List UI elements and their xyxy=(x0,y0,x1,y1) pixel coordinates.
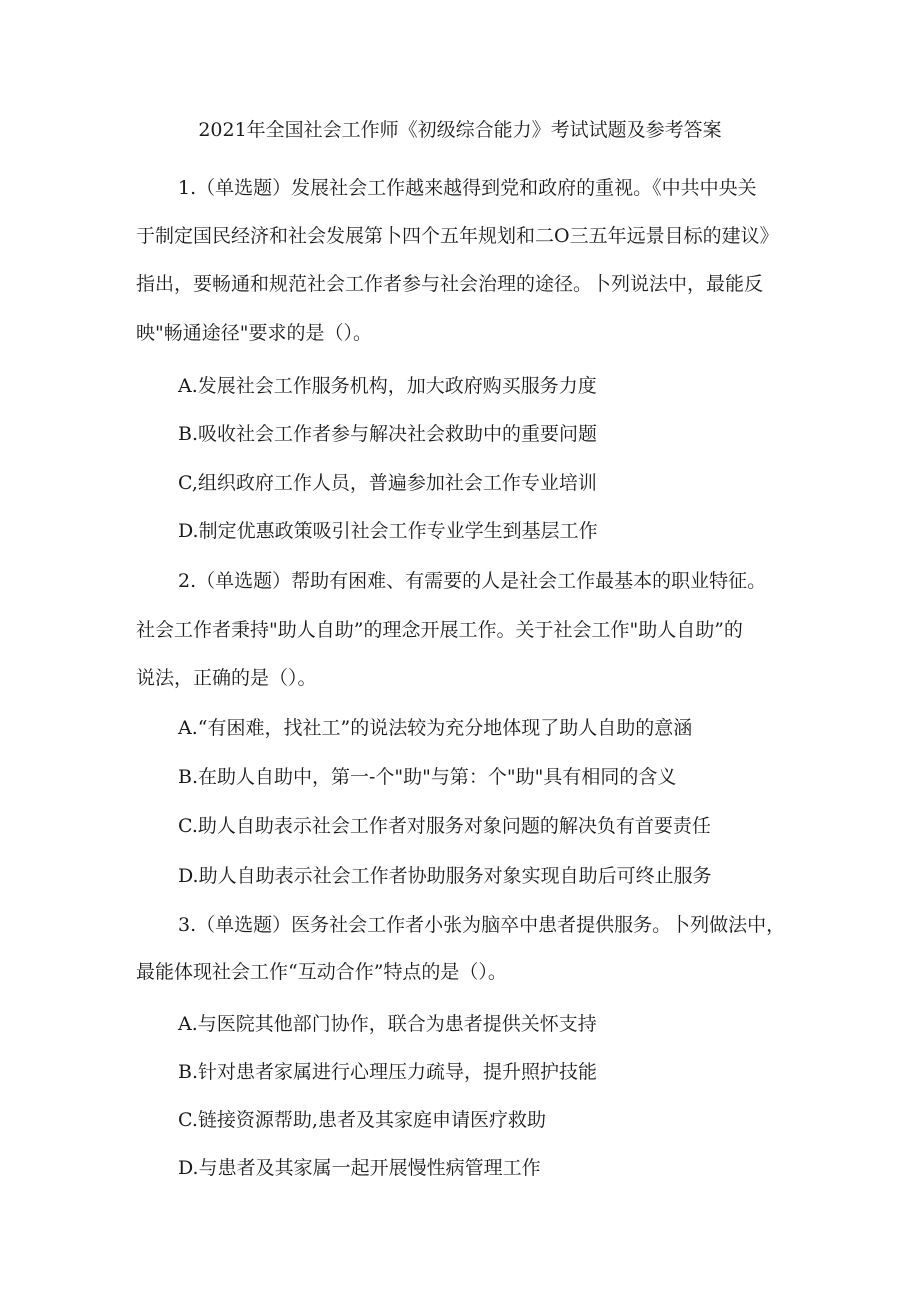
question-2-option-d: D.助人自助表示社会工作者协助服务对象实现自助后可终止服务 xyxy=(178,865,712,887)
question-2-line-2: 社会工作者秉持"助人自助”的理念开展工作。关于社会工作"助人自助”的 xyxy=(136,619,743,641)
question-1-line-2: 于制定国民经济和社会发展第卜四个五年规划和二O三五年远景目标的建议》 xyxy=(136,225,779,247)
question-1-option-b: B.吸收社会工作者参与解决社会救助中的重要问题 xyxy=(178,423,598,445)
question-3-option-c: C.链接资源帮助,患者及其家庭申请医疗救助 xyxy=(178,1109,546,1131)
question-1-option-a: A.发展社会工作服务机构，加大政府购买服务力度 xyxy=(178,375,597,397)
question-2-line-1: 2.（单选题）帮助有困难、有需要的人是社会工作最基本的职业特征。 xyxy=(178,570,767,592)
question-2-line-3: 说法，正确的是（）。 xyxy=(136,667,317,689)
document-title: 2021年全国社会工作师《初级综合能力》考试试题及参考答案 xyxy=(198,119,722,141)
question-2-option-b: B.在助人自助中，第一-个"助"与第：个"助"具有相同的含义 xyxy=(178,766,677,788)
question-2-option-c: C.助人自助表示社会工作者对服务对象问题的解决负有首要责任 xyxy=(178,815,711,837)
question-3-line-2: 最能体现社会工作“互动合作”特点的是（）。 xyxy=(136,961,507,983)
question-1-line-1: 1.（单选题）发展社会工作越来越得到党和政府的重视。《中共中央关 xyxy=(178,177,757,199)
question-2-option-a: A.“有困难，找社工”的说法较为充分地体现了助人自助的意涵 xyxy=(178,717,693,739)
question-1-line-3: 指出，要畅通和规范社会工作者参与社会治理的途径。卜列说法中，最能反 xyxy=(136,273,764,295)
question-1-option-d: D.制定优惠政策吸引社会工作专业学生到基层工作 xyxy=(178,520,598,542)
question-3-option-b: B.针对患者家属进行心理压力疏导，提升照护技能 xyxy=(178,1061,598,1083)
question-3-option-d: D.与患者及其家属一起开展慢性病管理工作 xyxy=(178,1157,541,1179)
question-3-line-1: 3.（单选题）医务社会工作者小张为脑卒中患者提供服务。卜列做法中， xyxy=(178,914,786,936)
question-1-option-c: C,组织政府工作人员，普遍参加社会工作专业培训 xyxy=(178,472,597,494)
question-1-line-4: 映"畅通途径"要求的是（）。 xyxy=(136,322,372,344)
question-3-option-a: A.与医院其他部门协作，联合为患者提供关怀支持 xyxy=(178,1013,597,1035)
